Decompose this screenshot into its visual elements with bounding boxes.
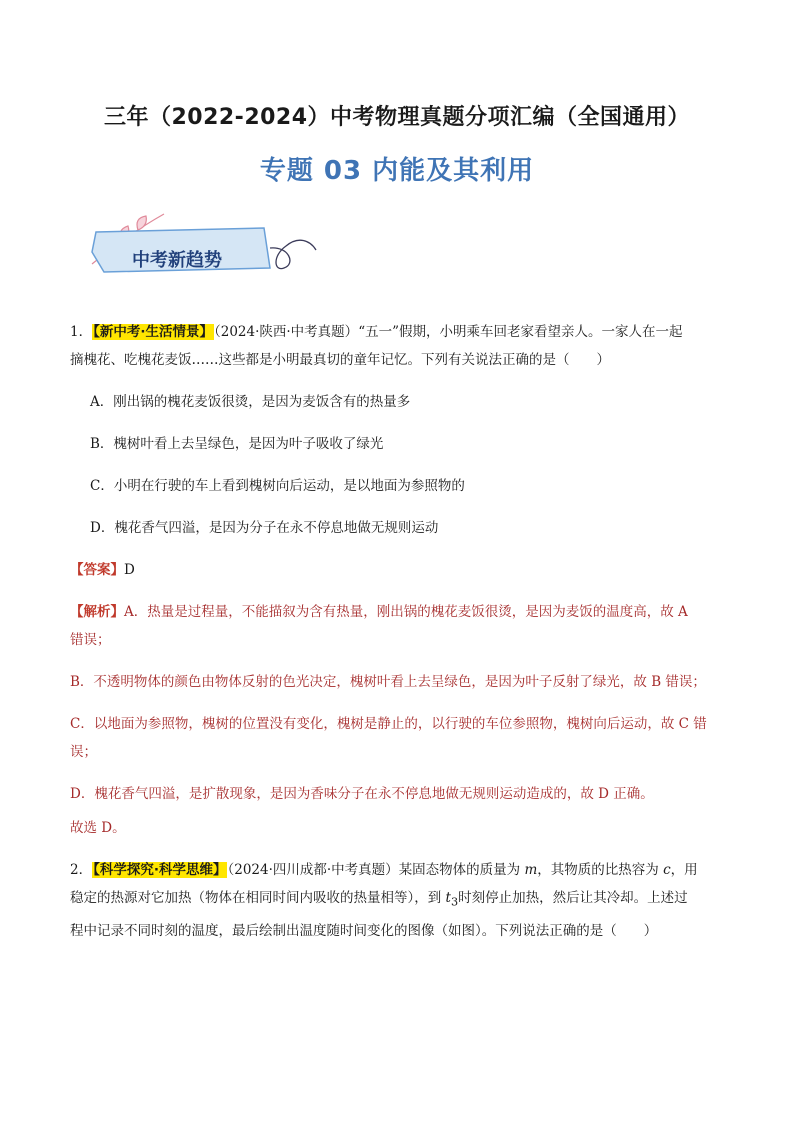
section-banner-label: 中考新趋势 [132,250,222,271]
question-source: （2024·四川成都·中考真题） [227,862,399,878]
analysis-text: A．热量是过程量，不能描叙为含有热量，刚出锅的槐花麦饭很烫，是因为麦饭的温度高，故 A [124,604,688,620]
variable-c: c [663,862,671,878]
option-b: B．槐树叶看上去呈绿色，是因为叶子吸收了绿光 [90,436,384,452]
option-a: A．刚出锅的槐花麦饭很烫，是因为麦饭含有的热量多 [90,394,411,410]
conclusion-line: 故选 D。 [70,820,126,836]
variable-t: t [445,890,451,906]
question-source: （2024·陕西·中考真题） [213,324,359,340]
answer-label: 【答案】 [70,562,124,578]
option-d: D．槐花香气四溢，是因为分子在永不停息地做无规则运动 [90,520,439,536]
question-tag: 【科学探究·科学思维】 [93,862,227,878]
question-tag: 【新中考·生活情景】 [93,324,213,340]
question-2-line-3: 程中记录不同时刻的温度，最后绘制出温度随时间变化的图像（如图）。下列说法正确的是（ ） [70,922,658,939]
banner-curl [270,240,316,268]
analysis-line-5: 误； [70,744,97,760]
question-2-line-2 [70,884,726,917]
question-number: 2． [70,862,93,878]
answer-line [70,556,726,584]
question-1-line-1 [70,318,726,346]
question-1-line-2: 摘槐花、吃槐花麦饭……这些都是小明最真切的童年记忆。下列有关说法正确的是（ ） [70,352,610,368]
topic-title: 专题 03 内能及其利用 [259,156,535,186]
analysis-line-6: D．槐花香气四溢，是扩散现象，是因为香味分子在永不停息地做无规则运动造成的，故 D 正确。 [70,786,654,802]
option-c: C．小明在行驶的车上看到槐树向后运动，是以地面为参照物的 [90,478,465,494]
question-text: 时刻停止加热，然后让其冷却。上述过 [458,890,688,906]
variable-t-subscript: 3 [450,895,459,909]
answer-value: D [124,562,135,578]
analysis-line-4: C．以地面为参照物，槐树的位置没有变化，槐树是静止的，以行驶的车位参照物，槐树向后运动，故 C 错 [70,716,707,732]
analysis-line-2: 错误； [70,632,111,648]
question-text: ，其物质的比热容为 [537,862,664,878]
question-2-line-1 [70,856,726,884]
question-list [70,318,726,945]
analysis-line-3: B．不透明物体的颜色由物体反射的色光决定，槐树叶看上去呈绿色，是因为叶子反射了绿光，故 B 错误； [70,674,706,690]
question-text: 某固态物体的质量为 [398,862,525,878]
question-text: 稳定的热源对它加热（物体在相同时间内吸收的热量相等），到 [70,890,446,906]
question-text: ，用 [670,862,698,878]
variable-m: m [524,862,538,878]
question-text: “五一”假期，小明乘车回老家看望亲人。一家人在一起 [358,324,683,340]
analysis-label: 【解析】 [70,604,124,620]
question-number: 1． [70,324,93,340]
analysis-line-1 [70,598,726,626]
document-title: 三年（2022-2024）中考物理真题分项汇编（全国通用） [103,105,691,130]
